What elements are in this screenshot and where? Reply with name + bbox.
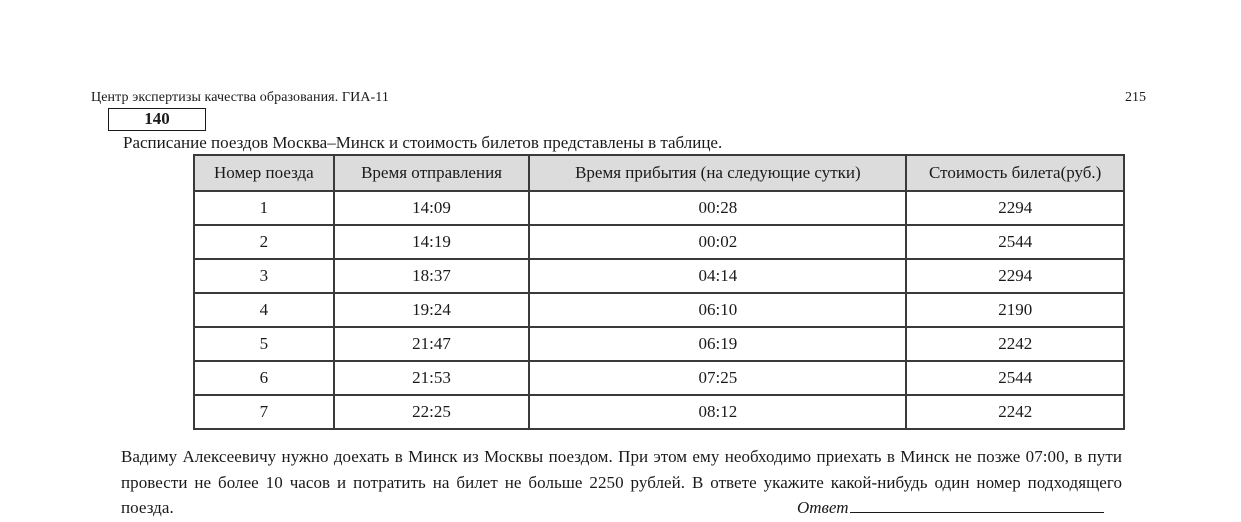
table-row xyxy=(194,361,1124,395)
cell-departure-time: 21:53 xyxy=(334,361,530,395)
cell-train-number: 7 xyxy=(194,395,334,429)
cell-ticket-price: 2242 xyxy=(906,395,1124,429)
cell-departure-time: 19:24 xyxy=(334,293,530,327)
cell-ticket-price: 2544 xyxy=(906,225,1124,259)
cell-arrival-time: 06:10 xyxy=(529,293,906,327)
cell-arrival-time: 07:25 xyxy=(529,361,906,395)
cell-departure-time: 18:37 xyxy=(334,259,530,293)
table-row xyxy=(194,395,1124,429)
page-number: 215 xyxy=(1125,90,1146,105)
table-row xyxy=(194,327,1124,361)
answer-line[interactable] xyxy=(850,494,1104,513)
problem-text: Вадиму Алексеевичу нужно доехать в Минск из Москвы поездом. При этом ему необходимо приехать в Минск не позже 07:00, в пути провести не более 10 часов и потратить на билет не больше 2250 рублей. В ответе укажите какой-нибудь один номер подходящего поезда. xyxy=(121,447,1122,517)
table-row xyxy=(194,191,1124,225)
table-header-row xyxy=(194,155,1124,191)
header-ticket-price: Стоимость билета(руб.) xyxy=(906,155,1124,191)
task-number: 140 xyxy=(108,108,206,131)
header-source: Центр экспертизы качества образования. ГИА-11 xyxy=(91,90,389,105)
cell-ticket-price: 2294 xyxy=(906,191,1124,225)
cell-departure-time: 14:09 xyxy=(334,191,530,225)
cell-arrival-time: 04:14 xyxy=(529,259,906,293)
answer-label: Ответ xyxy=(797,498,849,517)
cell-ticket-price: 2242 xyxy=(906,327,1124,361)
cell-arrival-time: 06:19 xyxy=(529,327,906,361)
cell-train-number: 1 xyxy=(194,191,334,225)
cell-train-number: 4 xyxy=(194,293,334,327)
table-row xyxy=(194,225,1124,259)
table-row xyxy=(194,259,1124,293)
cell-train-number: 5 xyxy=(194,327,334,361)
cell-arrival-time: 08:12 xyxy=(529,395,906,429)
header-arrival-time: Время прибытия (на следующие сутки) xyxy=(529,155,906,191)
cell-train-number: 3 xyxy=(194,259,334,293)
cell-ticket-price: 2190 xyxy=(906,293,1124,327)
cell-arrival-time: 00:28 xyxy=(529,191,906,225)
cell-departure-time: 22:25 xyxy=(334,395,530,429)
table-row xyxy=(194,293,1124,327)
task-intro: Расписание поездов Москва–Минск и стоимость билетов представлены в таблице. xyxy=(123,133,723,152)
cell-ticket-price: 2294 xyxy=(906,259,1124,293)
train-schedule-table xyxy=(193,154,1125,430)
cell-train-number: 2 xyxy=(194,225,334,259)
cell-departure-time: 14:19 xyxy=(334,225,530,259)
header-train-number: Номер поезда xyxy=(194,155,334,191)
cell-departure-time: 21:47 xyxy=(334,327,530,361)
cell-arrival-time: 00:02 xyxy=(529,225,906,259)
cell-train-number: 6 xyxy=(194,361,334,395)
cell-ticket-price: 2544 xyxy=(906,361,1124,395)
answer-field[interactable] xyxy=(797,494,1104,520)
header-departure-time: Время отправления xyxy=(334,155,530,191)
